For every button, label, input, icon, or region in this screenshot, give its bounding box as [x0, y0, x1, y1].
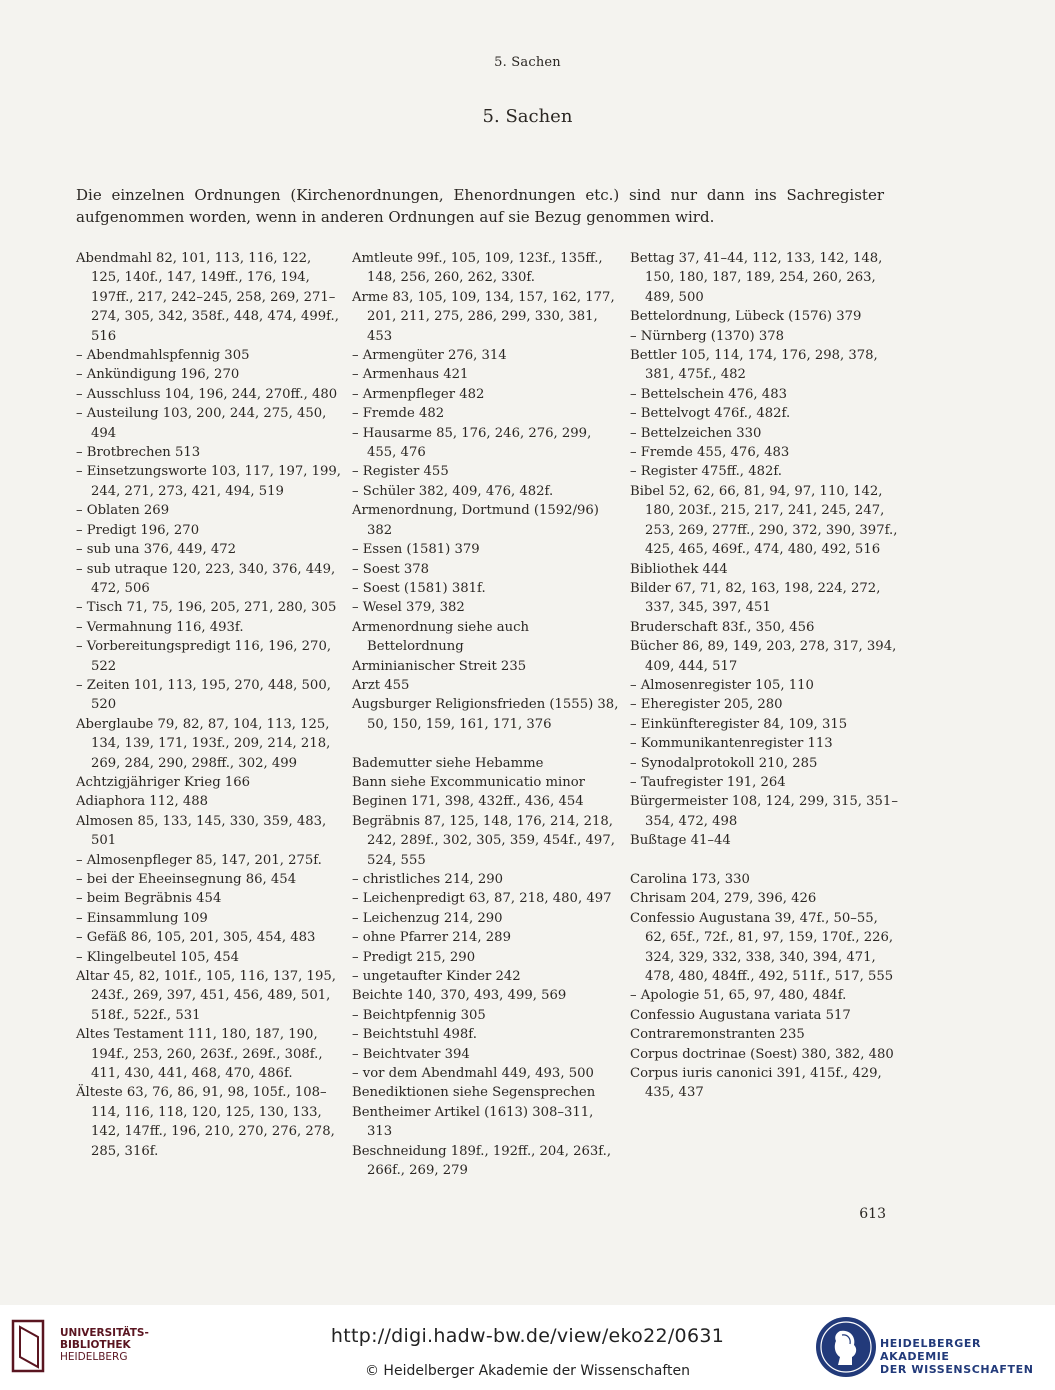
index-entry: – Austeilung 103, 200, 244, 275, 450, 494 [76, 406, 327, 441]
index-entry: – Beichtstuhl 498f. [352, 1027, 477, 1043]
library-name-line-2: BIBLIOTHEK [60, 1339, 131, 1351]
index-entry: Bruderschaft 83f., 350, 456 [630, 619, 815, 635]
index-entry: – Oblaten 269 [76, 503, 170, 519]
index-entry: – Leichenzug 214, 290 [352, 910, 503, 926]
index-entry: Augsburger Religionsfrieden (1555) 38, 50, 150, 159, 161, 171, 376 [352, 697, 619, 732]
index-column-3 [630, 249, 898, 1103]
index-entry: Benediktionen siehe Segensprechen [352, 1085, 596, 1101]
index-entry: – sub una 376, 449, 472 [76, 542, 237, 558]
academy-seal-icon [814, 1315, 878, 1379]
index-entry: Beschneidung 189f., 192ff., 204, 263f., 266f., 269, 279 [352, 1143, 612, 1179]
index-entry: Begräbnis 87, 125, 148, 176, 214, 218, 242, 289f., 302, 305, 359, 454f., 497, 524, 555 [352, 813, 615, 868]
index-entry: Adiaphora 112, 488 [76, 794, 209, 810]
index-entry: – Armengüter 276, 314 [352, 348, 507, 364]
index-entry: – Eheregister 205, 280 [630, 697, 783, 713]
index-entry: – Schüler 382, 409, 476, 482f. [352, 483, 554, 499]
index-entry: – Soest (1581) 381f. [352, 580, 486, 596]
index-entry: Armenordnung, Dortmund (1592/96) 382 [352, 503, 599, 538]
index-entry: – Bettelschein 476, 483 [630, 386, 787, 402]
index-entry: – vor dem Abendmahl 449, 493, 500 [352, 1066, 594, 1082]
library-name-line-3: HEIDELBERG [60, 1351, 128, 1363]
index-entry: – Ausschluss 104, 196, 244, 270ff., 480 [76, 386, 338, 402]
index-entry: Arzt 455 [352, 677, 410, 693]
academy-name-line-2: DER WISSENSCHAFTEN [880, 1363, 1034, 1376]
index-entry: – Vorbereitungspredigt 116, 196, 270, 522 [76, 639, 332, 674]
index-entry: – sub utraque 120, 223, 340, 376, 449, 472, 506 [76, 561, 336, 596]
index-entry: Aberglaube 79, 82, 87, 104, 113, 125, 134, 139, 171, 193f., 209, 214, 218, 269, 284, 290, 298ff., 302, 499 [76, 716, 331, 771]
index-entry: – Bettelzeichen 330 [630, 425, 762, 441]
academy-name [880, 1337, 1055, 1376]
section-gap [352, 734, 620, 753]
index-entry: – Register 475ff., 482f. [630, 464, 782, 480]
index-entry: – Zeiten 101, 113, 195, 270, 448, 500, 520 [76, 677, 331, 713]
index-entry: – Taufregister 191, 264 [630, 774, 786, 790]
copyright-notice: © Heidelberger Akademie der Wissenschaften [364, 1363, 690, 1379]
index-entry: Bilder 67, 71, 82, 163, 198, 224, 272, 337, 345, 397, 451 [630, 580, 881, 616]
index-entry: – Einsammlung 109 [76, 910, 208, 926]
index-entry: – Bettelvogt 476f., 482f. [630, 406, 791, 422]
permalink-url[interactable]: http://digi.hadw-bw.de/view/eko22/0631 [330, 1325, 725, 1347]
section-title: 5. Sachen [482, 106, 573, 127]
index-entry: Confessio Augustana 39, 47f., 50–55, 62, 65f., 72f., 81, 97, 159, 170f., 226, 324, 329, 332, 338, 340, 394, 471, 478, 480, 484ff., 492, 511f., 517, 555 [630, 910, 894, 985]
index-entry: Altes Testament 111, 180, 187, 190, 194f., 253, 260, 263f., 269f., 308f., 411, 430, 441, 468, 470, 486f. [76, 1027, 323, 1082]
index-entry: – ungetaufter Kinder 242 [352, 969, 521, 985]
index-entry: Bademutter siehe Hebamme [352, 755, 544, 771]
index-entry: Carolina 173, 330 [630, 871, 750, 887]
index-entry: – Hausarme 85, 176, 246, 276, 299, 455, 476 [352, 425, 592, 461]
index-entry: Bann siehe Excommunicatio minor [352, 774, 585, 790]
index-entry: – christliches 214, 290 [352, 871, 504, 887]
index-entry: – Synodalprotokoll 210, 285 [630, 755, 818, 771]
index-entry: – Predigt 215, 290 [352, 949, 476, 965]
index-entry: – Armenhaus 421 [352, 367, 469, 383]
index-entry: Abendmahl 82, 101, 113, 116, 122, 125, 140f., 147, 149ff., 176, 194, 197ff., 217, 242–245, 258, 269, 271–274, 305, 342, 358f., 448, 474, 499f., 516 [76, 251, 339, 344]
index-entry: – Brotbrechen 513 [76, 445, 201, 461]
index-entry: Altar 45, 82, 101f., 105, 116, 137, 195, 243f., 269, 397, 451, 456, 489, 501, 518f., 522f., 531 [76, 969, 336, 1023]
intro-paragraph: Die einzelnen Ordnungen (Kirchenordnungen, Ehenordnungen etc.) sind nur dann ins Sachregister aufgenommen worden, wenn in anderen Ordnungen auf sie Bezug genommen wird. [76, 186, 884, 226]
index-entry: – Einsetzungsworte 103, 117, 197, 199, 244, 271, 273, 421, 494, 519 [76, 464, 341, 499]
index-entry: – Ankündigung 196, 270 [76, 367, 240, 383]
index-entry: Almosen 85, 133, 145, 330, 359, 483, 501 [76, 813, 327, 849]
index-entry: – Einkünfteregister 84, 109, 315 [630, 716, 848, 732]
index-entry: – ohne Pfarrer 214, 289 [352, 930, 511, 946]
index-entry: – Nürnberg (1370) 378 [630, 328, 785, 344]
index-entry: Bibliothek 444 [630, 561, 728, 577]
index-entry: – Kommunikantenregister 113 [630, 736, 833, 752]
index-entry: Bürgermeister 108, 124, 299, 315, 351–354, 472, 498 [630, 794, 898, 829]
index-entry: – Vermahnung 116, 493f. [76, 619, 244, 635]
index-entry: – bei der Eheeinsegnung 86, 454 [76, 872, 297, 887]
viewer-footer [0, 1305, 1055, 1390]
index-entry: Corpus iuris canonici 391, 415f., 429, 435, 437 [630, 1066, 882, 1101]
index-entry: Älteste 63, 76, 86, 91, 98, 105f., 108–114, 116, 118, 120, 125, 130, 133, 142, 147ff., 196, 210, 270, 276, 278, 285, 316f. [76, 1085, 335, 1159]
index-entry: – Armenpfleger 482 [352, 386, 485, 402]
index-entry: – Abendmahlspfennig 305 [76, 348, 250, 364]
index-entry: Confessio Augustana variata 517 [630, 1007, 851, 1023]
index-entry: – Gefäß 86, 105, 201, 305, 454, 483 [76, 930, 316, 946]
index-column-2 [352, 249, 620, 1180]
index-entry: Corpus doctrinae (Soest) 380, 382, 480 [630, 1046, 894, 1062]
index-entry: Bibel 52, 62, 66, 81, 94, 97, 110, 142, 180, 203f., 215, 217, 241, 245, 247, 253, 269, 277ff., 290, 372, 390, 397f., 425, 465, 469f., 474, 480, 492, 516 [630, 483, 898, 558]
running-head: 5. Sachen [494, 55, 561, 70]
library-name-line-1: UNIVERSITÄTS- [60, 1327, 149, 1339]
index-entry: – Klingelbeutel 105, 454 [76, 949, 240, 965]
index-entry: – Predigt 196, 270 [76, 522, 200, 538]
index-entry: Bentheimer Artikel (1613) 308–311, 313 [352, 1104, 594, 1140]
index-entry: – Soest 378 [352, 561, 429, 577]
index-entry: Bettler 105, 114, 174, 176, 298, 378, 381, 475f., 482 [630, 348, 878, 383]
index-entry: Chrisam 204, 279, 396, 426 [630, 891, 817, 907]
index-entry: Bußtage 41–44 [630, 833, 731, 849]
index-entry: – Register 455 [352, 464, 449, 480]
index-entry: Arminianischer Streit 235 [352, 658, 527, 674]
index-entry: Achtzigjähriger Krieg 166 [76, 774, 251, 790]
index-entry: – Almosenpfleger 85, 147, 201, 275f. [76, 852, 322, 868]
page-number: 613 [859, 1206, 886, 1222]
index-entry: Beginen 171, 398, 432ff., 436, 454 [352, 794, 584, 810]
index-entry: – Essen (1581) 379 [352, 542, 480, 558]
index-entry: Beichte 140, 370, 493, 499, 569 [352, 988, 567, 1004]
index-entry: Bettag 37, 41–44, 112, 133, 142, 148, 150, 180, 187, 189, 254, 260, 263, 489, 500 [630, 251, 883, 305]
index-entry: Arme 83, 105, 109, 134, 157, 162, 177, 201, 211, 275, 286, 299, 330, 381, 453 [352, 289, 615, 344]
index-entry: – Beichtpfennig 305 [352, 1007, 486, 1023]
index-entry: – Leichenpredigt 63, 87, 218, 480, 497 [352, 891, 612, 907]
section-gap [630, 851, 898, 870]
index-entry: – beim Begräbnis 454 [76, 891, 222, 907]
index-entry: – Apologie 51, 65, 97, 480, 484f. [630, 988, 847, 1004]
index-entry: Bücher 86, 89, 149, 203, 278, 317, 394, 409, 444, 517 [630, 639, 897, 674]
index-entry: Amtleute 99f., 105, 109, 123f., 135ff., 148, 256, 260, 262, 330f. [352, 251, 603, 286]
index-entry: – Almosenregister 105, 110 [630, 677, 814, 693]
index-entry: Armenordnung siehe auch Bettelordnung [352, 619, 529, 655]
index-entry: – Tisch 71, 75, 196, 205, 271, 280, 305 [76, 600, 337, 616]
index-entry: – Wesel 379, 382 [352, 600, 465, 616]
index-entry: – Fremde 482 [352, 406, 445, 422]
index-entry: Contraremonstranten 235 [630, 1027, 805, 1043]
academy-name-line-1: HEIDELBERGER AKADEMIE [880, 1337, 982, 1363]
index-column-1 [76, 249, 344, 1161]
index-entry: – Fremde 455, 476, 483 [630, 445, 790, 461]
index-entry: – Beichtvater 394 [352, 1046, 470, 1062]
index-entry: Bettelordnung, Lübeck (1576) 379 [630, 309, 862, 325]
